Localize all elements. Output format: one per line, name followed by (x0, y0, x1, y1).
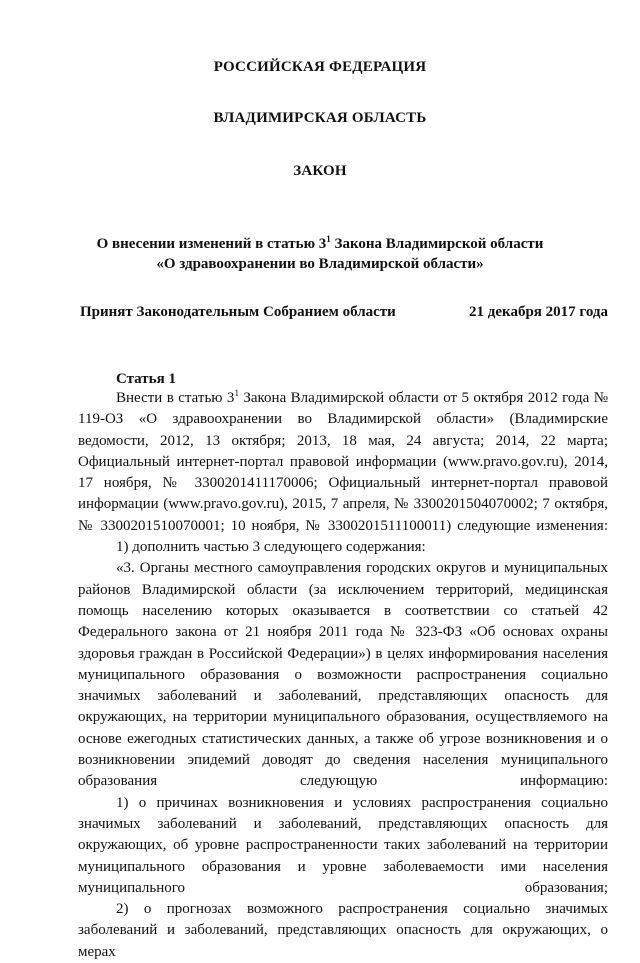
part-3-paragraph: «3. Органы местного самоуправления городских округов и муниципальных районов Владимирской области (за исключением территорий, медицинская помощь населению которых оказывается в соответствии со статьей 42 Федерального закона от 21 ноября 2011 года № 323-ФЗ «Об основах охраны здоровья граждан в Российской Федерации») в целях информирования населения муниципального образования о возможности распространения социально значимых заболеваний и заболеваний, представляющих опасность для окружающих, на территории муниципального образования, осуществляемого на основе ежегодных статистических данных, а также об угрозе возникновения и о возникновении эпидемий доводят до сведения населения муниципального образования следующую информацию: (78, 560, 608, 790)
adoption-date: 21 декабря 2017 года (469, 304, 608, 320)
federation-heading: РОССИЙСКАЯ ФЕДЕРАЦИЯ (213, 59, 427, 75)
adopted-by: Принят Законодательным Собранием области (80, 304, 396, 320)
document-type-heading: ЗАКОН (293, 163, 347, 179)
article-intro: Внести в статью $3^1$ Закона Владимирской области от 5 октября 2012 года № 119-ОЗ «О здравоохранении во Владимирской области» (Владимирские ведомости, 2012, 13 октября; 2013, 18 мая, 24 августа; 2014, 22 марта; Официальный интернет-портал правовой информации (www.pravo.gov.ru), 2014, 17 ноября, № 3300201411170006; Официальный интернет-портал правовой информации (www.pravo.gov.ru), 2015, 7 апреля, № 3300201504070002; 7 октября, № 3300201510070001; 10 ноября, № 3300201511100011) следующие изменения: (78, 388, 609, 534)
article-heading: Статья 1 (116, 371, 176, 387)
subitem-2: 2) о прогнозах возможного распространения социально значимых заболеваний и заболеваний, представляющих опасность для окружающих, о мерах (78, 901, 608, 960)
law-title-line2: «О здравоохранении во Владимирской области» (156, 256, 484, 272)
adoption-line (80, 304, 608, 321)
item-1: 1) дополнить частью 3 следующего содержания: (116, 539, 426, 556)
subitem-1: 1) о причинах возникновения и условиях распространения социально значимых заболеваний и заболеваний, представляющих опасность для окружающих, об уровне распространенности таких заболеваний на территории муниципального образования и уровне заболеваемости ими населения муниципального образования; (78, 794, 608, 896)
law-title (0, 234, 640, 274)
article-body (78, 388, 608, 963)
region-heading: ВЛАДИМИРСКАЯ ОБЛАСТЬ (213, 110, 427, 126)
law-title-line1: О внесении изменений в статью $3^1$ Закона Владимирской области (96, 234, 544, 252)
